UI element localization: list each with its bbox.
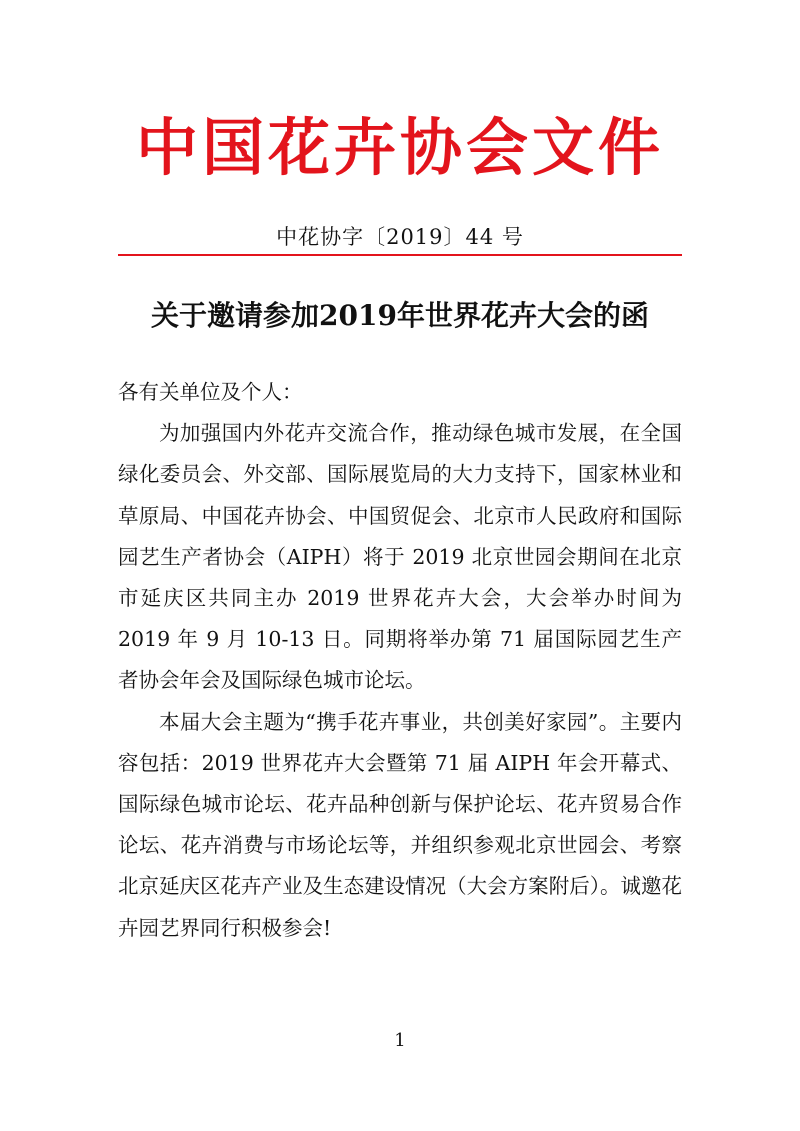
header-red-rule — [118, 254, 682, 256]
document-number: 中花协字〔2019〕44 号 — [276, 225, 524, 249]
issuer-header-title: 中国花卉协会文件 — [135, 111, 664, 184]
letter-body — [118, 372, 682, 949]
letter-title: 关于邀请参加2019年世界花卉大会的函 — [151, 299, 649, 332]
body-paragraph-1: 为加强国内外花卉交流合作，推动绿色城市发展，在全国绿化委员会、外交部、国际展览局的大力支持下，国家林业和草原局、中国花卉协会、中国贸促会、北京市人民政府和国际园艺生产者协会（AIPH）将于 2019 北京世园会期间在北京市延庆区共同主办 2019 世界花卉大会，大会举办时间为 2019 年 9 月 10-13 日。同期将举办第 71 届国际园艺生产者协会年会及国际绿色城市论坛。 — [118, 421, 682, 693]
body-paragraph-2: 本届大会主题为“携手花卉事业，共创美好家园”。主要内容包括：2019 世界花卉大会暨第 71 届 AIPH 年会开幕式、国际绿色城市论坛、花卉品种创新与保护论坛、花卉贸易合作论坛、花卉消费与市场论坛等，并组织参观北京世园会、考察北京延庆区花卉产业及生态建设情况（大会方案附后）。诚邀花卉园艺界同行积极参会! — [118, 709, 682, 940]
salutation: 各有关单位及个人： — [118, 380, 303, 404]
page-number: 1 — [394, 1030, 406, 1051]
